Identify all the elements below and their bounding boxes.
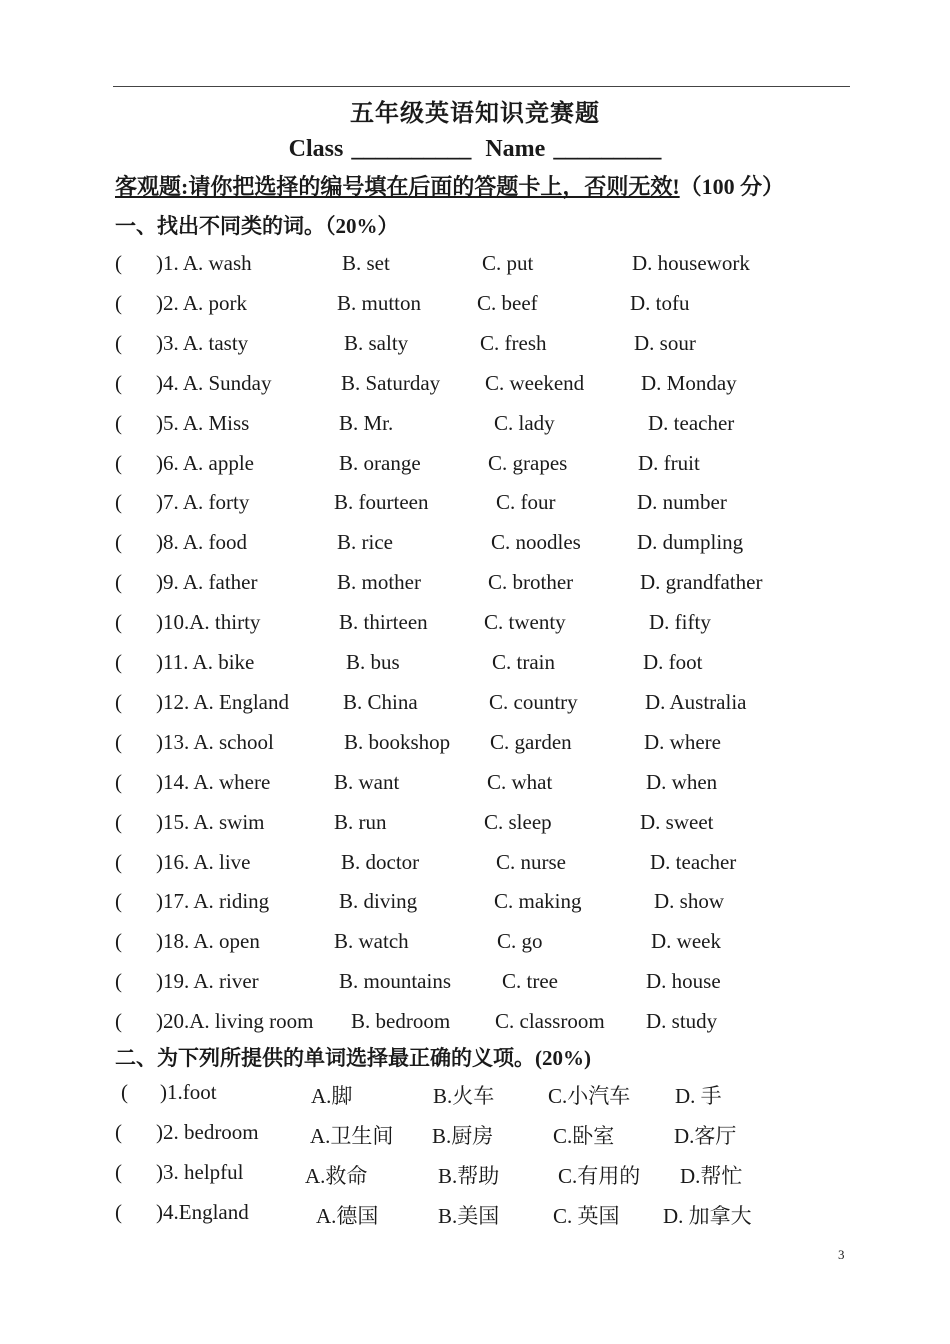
answer-paren: ( xyxy=(115,610,122,635)
question-option-a: )3. A. tasty xyxy=(156,330,249,355)
question-option-c: C. go xyxy=(497,929,543,954)
question-option-d: D. foot xyxy=(643,650,703,674)
answer-paren: ( xyxy=(115,969,122,994)
question-option-b: B. salty xyxy=(344,330,409,355)
question-option-b: B. rice xyxy=(337,530,393,555)
question-option-a: A.脚 xyxy=(311,1084,353,1108)
answer-paren: ( xyxy=(115,1009,122,1034)
question-row xyxy=(0,810,950,840)
question-row xyxy=(0,570,950,600)
question-row xyxy=(0,1120,950,1150)
question-option-d: D. fruit xyxy=(638,450,700,475)
question-row xyxy=(0,770,950,800)
question-row xyxy=(0,371,950,401)
question-option-c: C. train xyxy=(492,650,555,674)
question-option-c: C. beef xyxy=(477,290,538,315)
question-option-a: )18. A. open xyxy=(156,929,260,954)
question-option-b: B. bookshop xyxy=(344,729,451,754)
question-option-c: C. fresh xyxy=(480,330,547,355)
question-option-a: )20.A. living room xyxy=(156,1009,314,1034)
question-option-c: C. noodles xyxy=(491,530,581,555)
answer-paren: ( xyxy=(115,490,122,515)
question-word: )4.England xyxy=(156,1200,249,1224)
answer-paren: ( xyxy=(115,330,122,355)
question-row xyxy=(0,490,950,520)
question-option-b: B. doctor xyxy=(341,849,420,874)
question-option-d: D. 手 xyxy=(675,1084,722,1108)
question-option-a: )5. A. Miss xyxy=(156,410,250,435)
question-option-d: D. week xyxy=(651,929,721,954)
question-row xyxy=(0,850,950,880)
question-option-a: )2. A. pork xyxy=(156,290,247,315)
answer-paren: ( xyxy=(115,849,122,874)
question-option-b: B.帮助 xyxy=(438,1164,500,1188)
question-option-c: C. country xyxy=(489,689,578,714)
question-option-d: D. sweet xyxy=(640,809,714,834)
name-blank: _________ xyxy=(553,136,662,162)
question-option-a: )19. A. river xyxy=(156,969,259,994)
answer-paren: ( xyxy=(115,889,122,914)
question-option-b: B. want xyxy=(334,769,400,794)
question-option-d: D.帮忙 xyxy=(680,1164,743,1188)
question-option-d: D. dumpling xyxy=(637,530,744,555)
question-row xyxy=(0,929,950,959)
question-option-d: D. tofu xyxy=(630,290,690,315)
question-option-b: B. mother xyxy=(337,570,421,595)
answer-paren: ( xyxy=(115,410,122,435)
question-option-b: B.火车 xyxy=(433,1084,495,1108)
question-row xyxy=(0,650,950,680)
question-option-b: B. fourteen xyxy=(334,490,429,515)
question-option-d: D. sour xyxy=(634,330,696,355)
instruction xyxy=(115,170,784,201)
answer-paren: ( xyxy=(121,1080,128,1104)
answer-paren: ( xyxy=(115,450,122,475)
question-option-a: )10.A. thirty xyxy=(156,610,261,635)
question-row xyxy=(0,730,950,760)
answer-paren: ( xyxy=(115,650,122,674)
question-option-d: D. number xyxy=(637,490,727,515)
page-number: 3 xyxy=(838,1247,845,1262)
question-option-b: B. bedroom xyxy=(351,1009,451,1034)
question-option-d: D. Australia xyxy=(645,689,747,714)
answer-paren: ( xyxy=(115,1160,122,1184)
question-option-b: B. Mr. xyxy=(339,410,394,435)
answer-paren: ( xyxy=(115,1120,122,1144)
answer-paren: ( xyxy=(115,769,122,794)
question-option-c: C. garden xyxy=(490,729,572,754)
question-option-a: )13. A. school xyxy=(156,729,274,754)
question-option-b: B.厨房 xyxy=(432,1124,494,1148)
question-option-b: B. Saturday xyxy=(341,370,441,395)
question-option-b: B. set xyxy=(342,251,390,275)
instruction-score: （100 分） xyxy=(679,174,785,199)
question-option-c: C. four xyxy=(496,490,556,515)
question-option-a: )15. A. swim xyxy=(156,809,265,834)
answer-paren: ( xyxy=(115,729,122,754)
question-option-b: B. diving xyxy=(339,889,418,914)
question-row xyxy=(0,1160,950,1190)
question-option-d: D. when xyxy=(646,769,718,794)
question-option-a: A.卫生间 xyxy=(310,1124,394,1148)
question-option-d: D.客厅 xyxy=(674,1124,737,1148)
question-option-c: C. weekend xyxy=(485,370,585,395)
question-row xyxy=(0,1009,950,1039)
question-row xyxy=(0,889,950,919)
answer-paren: ( xyxy=(115,929,122,954)
section2-heading: 二、为下列所提供的单词选择最正确的义项。(20%) xyxy=(115,1046,591,1070)
question-option-d: D. teacher xyxy=(650,849,737,874)
question-option-b: B. mountains xyxy=(339,969,452,994)
question-row xyxy=(0,610,950,640)
question-option-c: C. what xyxy=(487,769,553,794)
question-option-c: C. tree xyxy=(502,969,558,994)
question-row xyxy=(0,451,950,481)
question-option-d: D. teacher xyxy=(648,410,735,435)
question-row xyxy=(0,1200,950,1230)
answer-paren: ( xyxy=(115,530,122,555)
section1-heading: 一、找出不同类的词。（20%） xyxy=(115,214,399,238)
question-option-d: D. house xyxy=(646,969,721,994)
header-rule xyxy=(113,86,850,87)
question-option-b: B.美国 xyxy=(438,1204,500,1228)
question-row xyxy=(0,291,950,321)
question-option-b: B. bus xyxy=(346,650,400,674)
class-name-line xyxy=(0,136,950,163)
question-option-d: D. grandfather xyxy=(640,570,763,595)
question-option-a: )12. A. England xyxy=(156,689,289,714)
question-word: )2. bedroom xyxy=(156,1120,259,1144)
answer-paren: ( xyxy=(115,290,122,315)
question-row xyxy=(0,411,950,441)
answer-paren: ( xyxy=(115,689,122,714)
question-option-c: C. grapes xyxy=(488,450,568,475)
question-option-a: A.救命 xyxy=(305,1164,368,1188)
question-option-b: B. thirteen xyxy=(339,610,428,635)
answer-paren: ( xyxy=(115,370,122,395)
question-word: )1.foot xyxy=(160,1080,217,1104)
question-row xyxy=(0,1080,950,1110)
question-option-a: )6. A. apple xyxy=(156,450,254,475)
question-row xyxy=(0,969,950,999)
question-option-a: )11. A. bike xyxy=(156,650,255,674)
answer-paren: ( xyxy=(115,1200,122,1224)
question-option-d: D. 加拿大 xyxy=(663,1204,752,1228)
question-option-a: )16. A. live xyxy=(156,849,251,874)
question-option-c: C. lady xyxy=(494,410,555,435)
question-row xyxy=(0,690,950,720)
page-title: 五年级英语知识竞赛题 xyxy=(350,101,600,127)
class-label: Class xyxy=(288,136,344,162)
question-option-a: )7. A. forty xyxy=(156,490,250,515)
name-label: Name xyxy=(485,136,546,162)
question-option-b: B. orange xyxy=(339,450,421,475)
question-option-b: B. watch xyxy=(334,929,409,954)
class-blank: __________ xyxy=(351,136,472,162)
question-option-a: )8. A. food xyxy=(156,530,247,555)
question-option-a: )9. A. father xyxy=(156,570,258,595)
question-option-b: B. mutton xyxy=(337,290,422,315)
question-option-c: C. 英国 xyxy=(553,1204,620,1228)
question-option-a: )4. A. Sunday xyxy=(156,370,272,395)
question-option-c: C. sleep xyxy=(484,809,552,834)
question-option-d: D. fifty xyxy=(649,610,711,635)
question-option-a: )1. A. wash xyxy=(156,251,252,275)
answer-paren: ( xyxy=(115,570,122,595)
question-option-c: C.卧室 xyxy=(553,1124,615,1148)
question-option-c: C.小汽车 xyxy=(548,1084,631,1108)
question-row xyxy=(0,331,950,361)
question-option-d: D. housework xyxy=(632,251,750,275)
question-option-a: A.德国 xyxy=(316,1204,379,1228)
question-option-a: )17. A. riding xyxy=(156,889,270,914)
question-option-d: D. show xyxy=(654,889,725,914)
question-option-b: B. China xyxy=(343,689,418,714)
instruction-text: 客观题:请你把选择的编号填在后面的答题卡上，否则无效! xyxy=(115,174,680,199)
question-option-a: )14. A. where xyxy=(156,769,271,794)
question-option-d: D. where xyxy=(644,729,721,754)
question-option-b: B. run xyxy=(334,809,387,834)
question-option-c: C. nurse xyxy=(496,849,566,874)
question-option-c: C. twenty xyxy=(484,610,566,635)
question-option-c: C. classroom xyxy=(495,1009,605,1034)
question-row xyxy=(0,530,950,560)
question-option-c: C. brother xyxy=(488,570,574,595)
question-word: )3. helpful xyxy=(156,1160,244,1184)
question-option-c: C. making xyxy=(494,889,582,914)
question-row xyxy=(0,251,950,281)
answer-paren: ( xyxy=(115,251,122,275)
question-option-c: C.有用的 xyxy=(558,1164,641,1188)
question-option-c: C. put xyxy=(482,251,534,275)
question-option-d: D. study xyxy=(646,1009,718,1034)
question-option-d: D. Monday xyxy=(641,370,737,395)
answer-paren: ( xyxy=(115,809,122,834)
